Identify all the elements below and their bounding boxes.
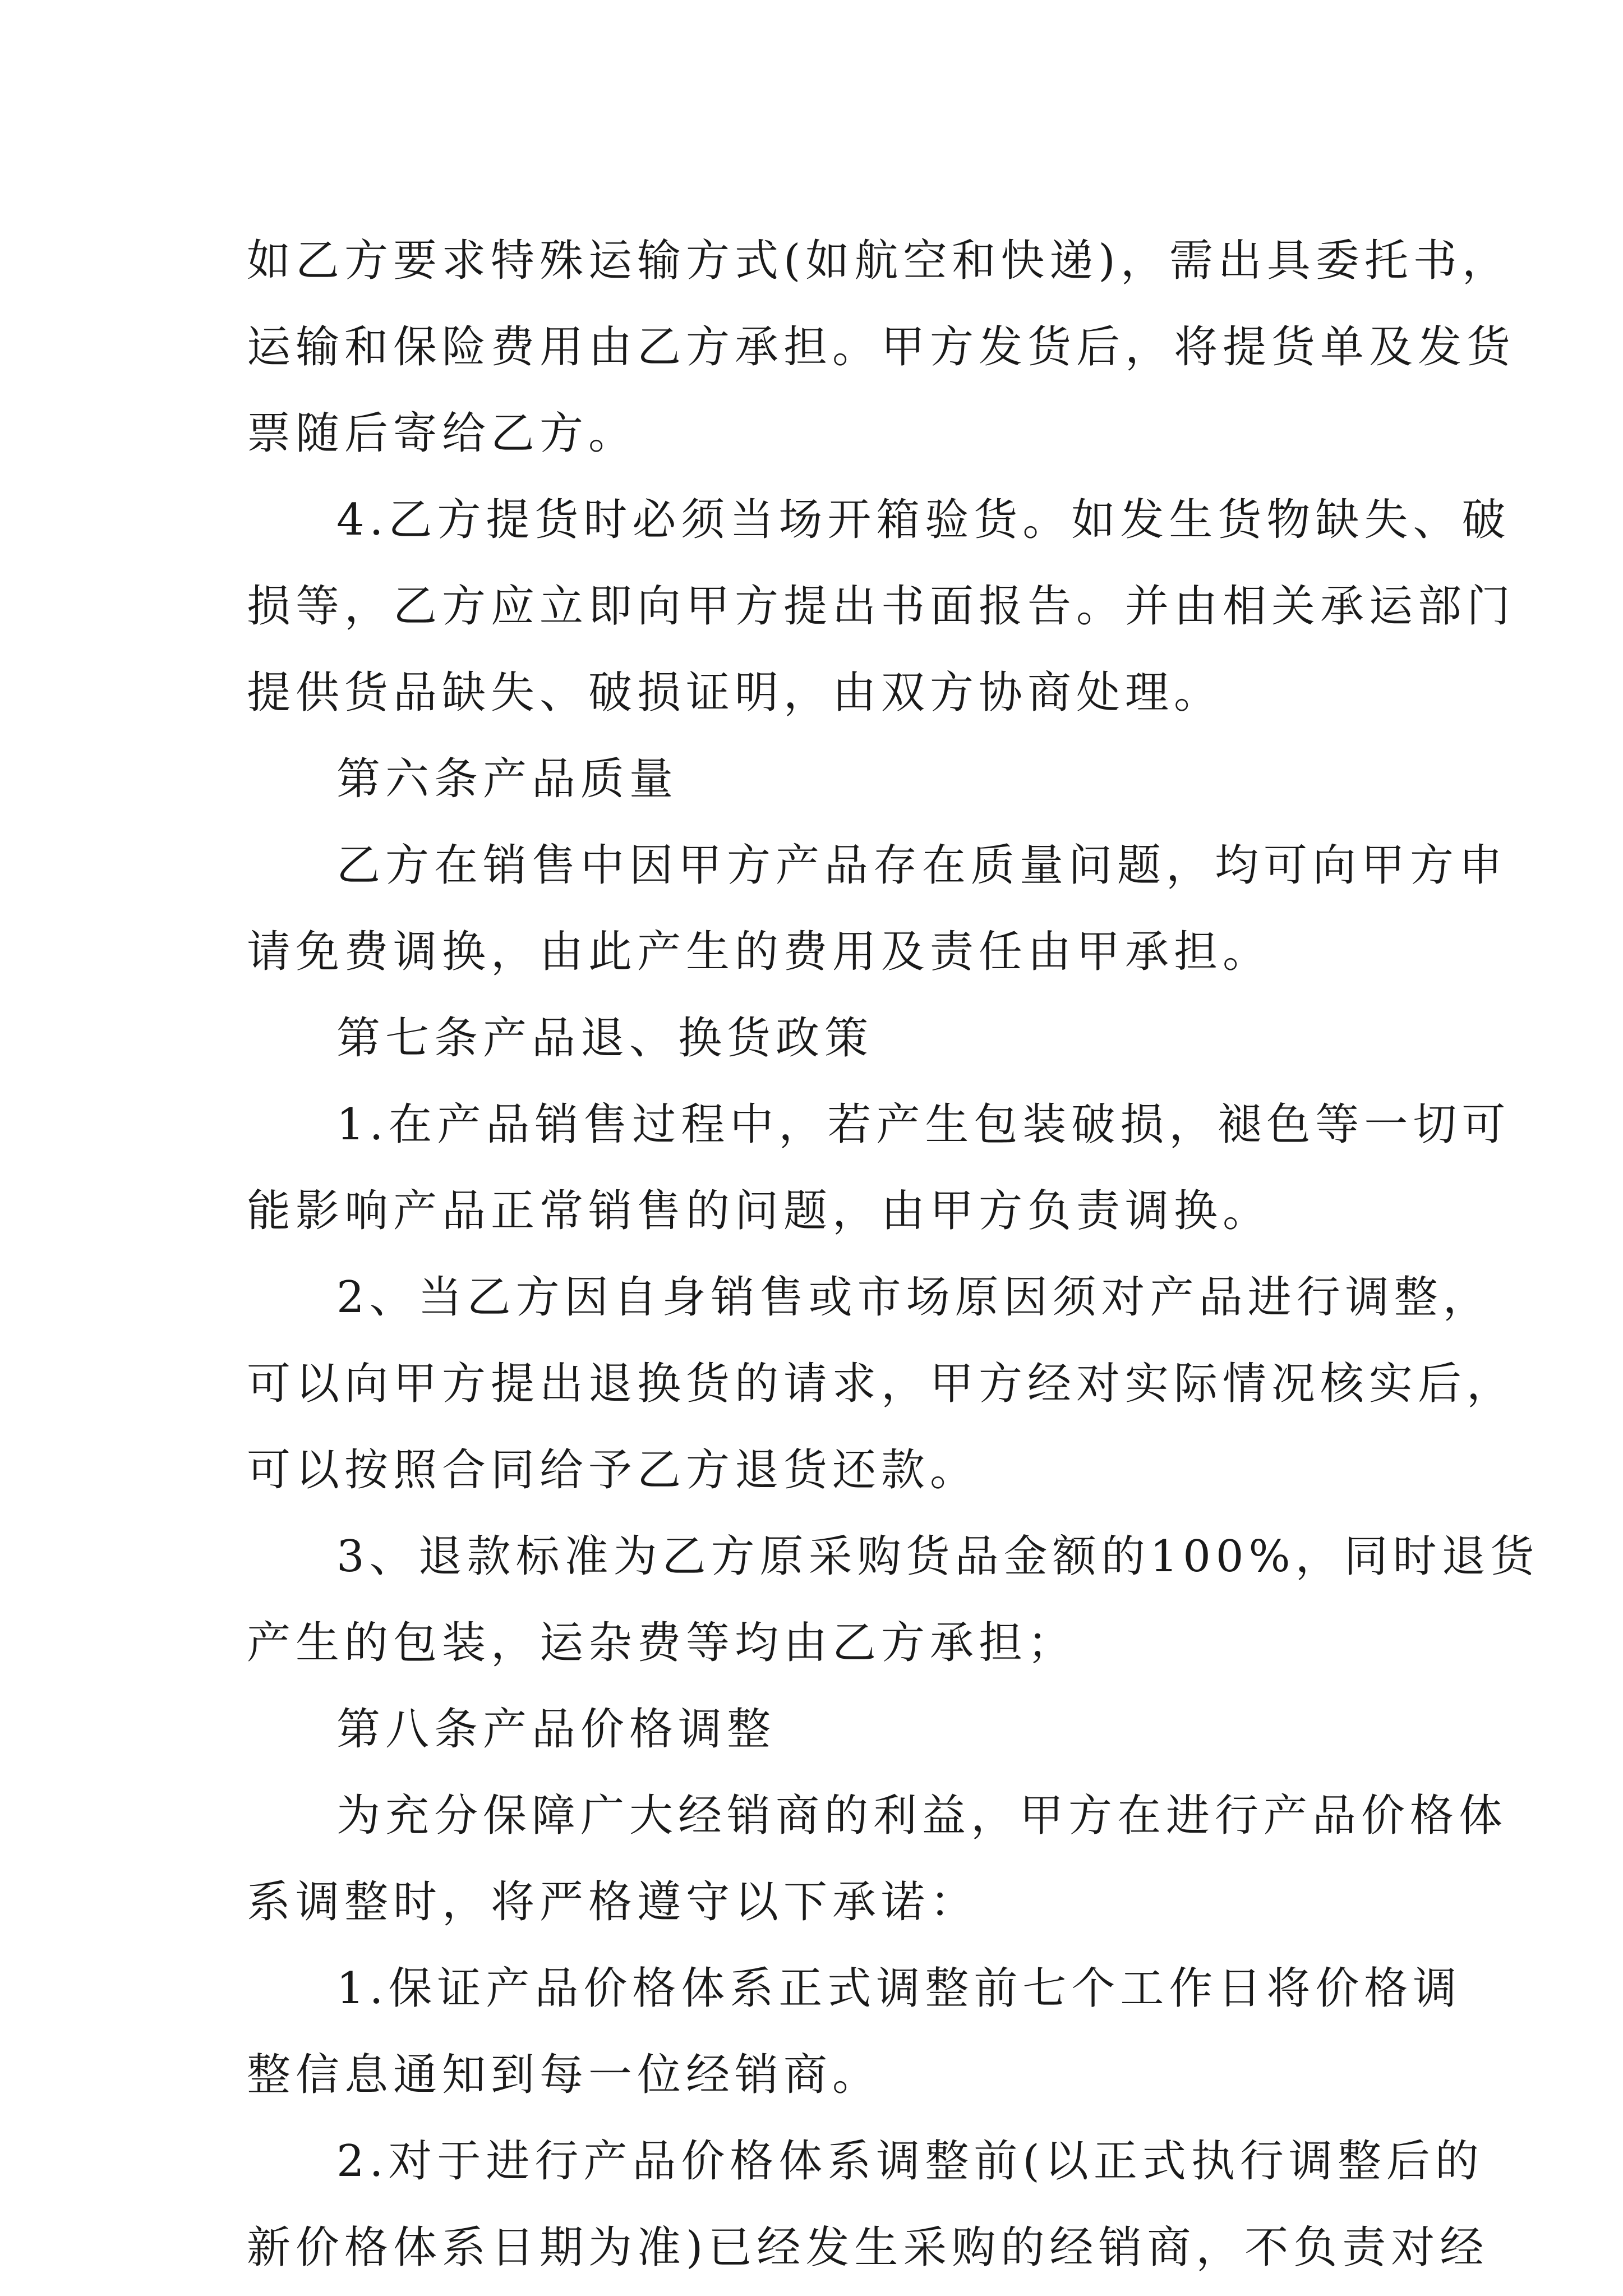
paragraph-start-line: 2.对于进行产品价格体系调整前(以正式执行调整后的 [336, 2136, 1484, 2187]
text-line: 提供货品缺失、破损证明，由双方协商处理。 [247, 668, 1223, 718]
text-line: 可以按照合同给予乙方退货还款。 [247, 1445, 979, 1496]
text-line: 能影响产品正常销售的问题，由甲方负责调换。 [247, 1186, 1272, 1236]
text-line: 请免费调换，由此产生的费用及责任由甲承担。 [247, 927, 1272, 977]
text-line: 票随后寄给乙方。 [247, 408, 638, 459]
text-line: 整信息通知到每一位经销商。 [247, 2050, 882, 2100]
paragraph-start-line: 乙方在销售中因甲方产品存在质量问题，均可向甲方申 [336, 840, 1508, 891]
text-line: 产生的包装，运杂费等均由乙方承担； [247, 1618, 1077, 1668]
paragraph-start-line: 3、退款标准为乙方原采购货品金额的100%，同时退货 [336, 1531, 1539, 1582]
text-line: 可以向甲方提出退换货的请求，甲方经对实际情况核实后， [247, 1359, 1516, 1409]
text-line: 如乙方要求特殊运输方式(如航空和快递)，需出具委托书， [247, 236, 1511, 286]
section-heading: 第七条产品退、换货政策 [336, 1013, 874, 1064]
paragraph-start-line: 2、当乙方因自身销售或市场原因须对产品进行调整， [336, 1272, 1492, 1323]
paragraph-start-line: 4.乙方提货时必须当场开箱验货。如发生货物缺失、破 [336, 495, 1511, 545]
text-line: 新价格体系日期为准)已经发生采购的经销商，不负责对经 [247, 2223, 1489, 2273]
section-heading: 第八条产品价格调整 [336, 1704, 776, 1755]
text-line: 损等，乙方应立即向甲方提出书面报告。并由相关承运部门 [247, 581, 1516, 632]
paragraph-start-line: 1.保证产品价格体系正式调整前七个工作日将价格调 [336, 1963, 1462, 2014]
paragraph-start-line: 1.在产品销售过程中，若产生包装破损，褪色等一切可 [336, 1099, 1511, 1150]
text-line: 运输和保险费用由乙方承担。甲方发货后，将提货单及发货 [247, 322, 1516, 372]
paragraph-start-line: 为充分保障广大经销商的利益，甲方在进行产品价格体 [336, 1791, 1508, 1841]
document-body [247, 218, 1539, 2291]
text-line: 系调整时，将严格遵守以下承诺： [247, 1877, 979, 1927]
section-heading: 第六条产品质量 [336, 754, 679, 804]
